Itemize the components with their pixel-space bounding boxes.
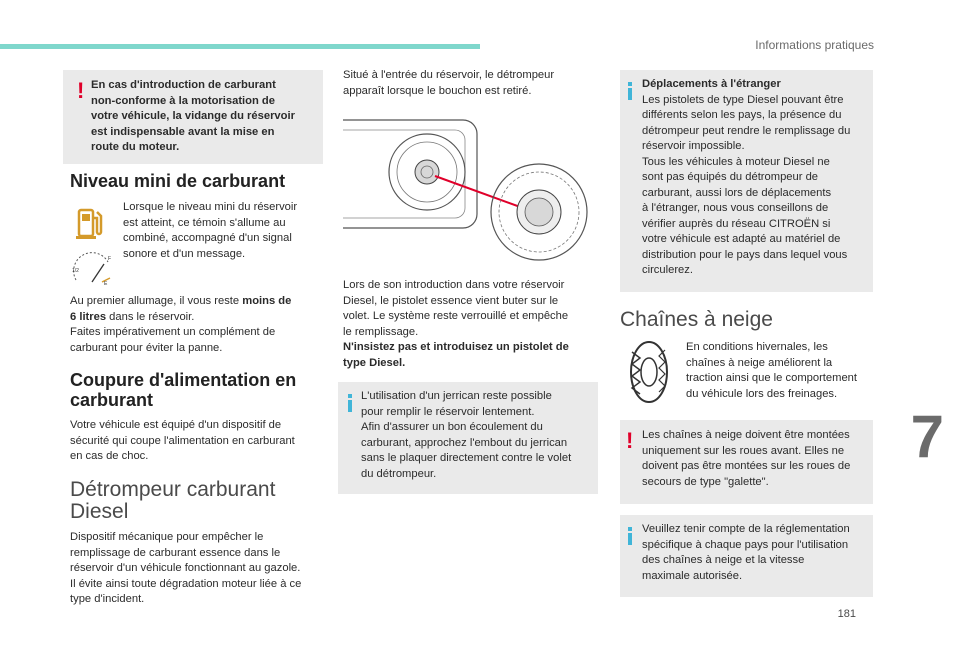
text-line: apparaît lorsque le bouchon est retiré. [343, 84, 532, 97]
coupure-paragraph [70, 418, 325, 465]
text-line: Afin d'assurer un bon écoulement du [361, 421, 543, 433]
text-span: Au premier allumage, il vous reste [70, 295, 243, 307]
text-line: carburant, aussi lors de déplacements [642, 186, 832, 199]
text-bold: 6 litres [70, 310, 107, 323]
text-line: des chaînes à neige et la vitesse [642, 554, 805, 566]
text-line: spécifique à chaque pays pour l'utilisation [642, 538, 849, 551]
text-line: pour remplir le réservoir lentement. [361, 405, 535, 418]
text-line [70, 310, 325, 326]
text-line: sécurité qui coupe l'alimentation en carburant [70, 434, 295, 447]
header-accent-bar [0, 44, 480, 49]
text-line: du détrompeur. [361, 467, 437, 480]
text-line: En cas d'introduction de carburant [91, 79, 276, 91]
text-line: En conditions hivernales, les [686, 341, 828, 353]
gauge-label-full: F [108, 256, 112, 262]
text-line: est atteint, ce témoin s'allume au [123, 216, 286, 229]
text-line: détrompeur peut rendre le remplissage du [642, 124, 851, 137]
info-box-text [642, 522, 865, 584]
middle-intro [343, 68, 593, 99]
fuel-pump-icon [74, 204, 106, 244]
niveau-paragraph [123, 200, 323, 262]
text-line: Lors de son introduction dans votre réservoir [343, 279, 565, 291]
section-title-coupure [70, 370, 296, 410]
text-line: vérifier auprès du réseau CITROËN si [642, 217, 831, 230]
text-span: dans le réservoir. [106, 310, 195, 323]
section-title-chaines: Chaînes à neige [620, 308, 773, 331]
title-line: Coupure d'alimentation en [70, 370, 297, 390]
info-box-title: Déplacements à l'étranger [642, 78, 781, 90]
info-icon [628, 527, 632, 543]
detrompeur-paragraph [70, 530, 330, 608]
section-title-niveau: Niveau mini de carburant [70, 171, 286, 191]
warning-box-chaines [620, 420, 873, 504]
info-box-etranger [620, 70, 873, 292]
text-line: carburant, approchez l'embout du jerrican [361, 436, 568, 449]
text-line: différents selon les pays, la présence du [642, 109, 842, 121]
info-box-jerrican [338, 382, 598, 494]
text-line: distribution pour le pays dans lequel vous [642, 248, 848, 261]
text-line: Veuillez tenir compte de la réglementation [642, 523, 850, 535]
text-line-bold: type Diesel. [343, 356, 406, 369]
middle-paragraph-2 [343, 278, 598, 371]
text-line: sans le plaquer directement contre le volet [361, 452, 572, 464]
text-line: du véhicule lors des freinages. [686, 387, 838, 400]
niveau-paragraph-2 [70, 294, 325, 356]
fuel-filler-diagram [343, 112, 593, 267]
text-line: à l'étranger, nous vous conseillons de [642, 202, 829, 214]
text-line: L'utilisation d'un jerrican reste possible [361, 390, 552, 402]
text-line: réservoir impossible. [642, 140, 745, 152]
title-line: carburant [70, 390, 154, 410]
text-line: Votre véhicule est équipé d'un dispositif de [70, 419, 282, 431]
gauge-label-empty: E [104, 281, 108, 286]
info-icon [348, 394, 352, 410]
text-line: circulerez. [642, 264, 693, 276]
text-line: Les chaînes à neige doivent être montées [642, 429, 850, 441]
text-line: Diesel, le pistolet essence vient buter sur le [343, 294, 559, 307]
text-line: remplissage de carburant essence dans le [70, 546, 281, 559]
text-line: votre véhicule est adapté au matériel de [642, 233, 841, 245]
text-line: combiné, accompagné d'un signal [123, 232, 292, 244]
text-line: Lorsque le niveau mini du réservoir [123, 201, 298, 213]
header-title: Informations pratiques [755, 38, 874, 52]
text-line: route du moteur. [91, 141, 180, 153]
text-line: chaînes à neige améliorent la [686, 356, 833, 369]
text-line: réservoir d'un véhicule fonctionnant au gazole. [70, 562, 301, 574]
info-box-text [642, 77, 865, 279]
info-box-reglementation [620, 515, 873, 597]
chapter-number: 7 [910, 403, 944, 470]
text-line: le remplissage. [343, 325, 419, 338]
info-icon [628, 82, 632, 98]
snow-chain-tire-icon [623, 340, 671, 404]
text-line: Les pistolets de type Diesel pouvant être [642, 93, 844, 106]
exclamation-icon: ! [77, 78, 85, 103]
text-line: volet. Le système reste verrouillé et empêche [343, 310, 569, 322]
warning-box-text [91, 78, 315, 156]
text-bold: moins de [242, 295, 292, 307]
text-line: Il évite ainsi toute dégradation moteur liée à ce [70, 577, 302, 590]
text-line: type d'incident. [70, 593, 145, 605]
title-line: Diesel [70, 500, 129, 523]
text-line: traction ainsi que le comportement [686, 372, 858, 384]
text-line: non-conforme à la motorisation de [91, 94, 275, 107]
text-line: sont pas équipés du détrompeur de [642, 171, 819, 183]
warning-box-text [642, 428, 865, 490]
gauge-label-half: 1/2 [72, 268, 79, 274]
text-line: sonore et d'un message. [123, 247, 246, 260]
text-line: est indispensable avant la mise en [91, 125, 275, 138]
info-box-text [361, 389, 590, 482]
text-line: secours de type "galette". [642, 475, 769, 488]
section-title-detrompeur [70, 479, 275, 523]
text-line: doivent pas être montées sur les roues de [642, 460, 851, 472]
text-line: Situé à l'entrée du réservoir, le détrompeur [343, 69, 555, 81]
text-line: votre véhicule, la vidange du réservoir [91, 110, 295, 122]
fuel-gauge-icon [70, 252, 114, 286]
title-line: Détrompeur carburant [70, 478, 276, 501]
text-line: carburant pour éviter la panne. [70, 341, 223, 354]
text-line: en cas de choc. [70, 450, 149, 462]
chaines-paragraph [686, 340, 876, 402]
text-line: maximale autorisée. [642, 569, 743, 582]
warning-box-fuel [63, 70, 323, 164]
text-line [70, 294, 325, 310]
text-line-bold: N'insistez pas et introduisez un pistolet de [343, 341, 569, 353]
text-line: Tous les véhicules à moteur Diesel ne [642, 155, 830, 168]
page-number: 181 [837, 608, 856, 620]
text-line: uniquement sur les roues avant. Elles ne [642, 444, 845, 457]
text-line: Faites impérativement un complément de [70, 326, 276, 338]
exclamation-icon: ! [626, 428, 634, 453]
text-line: Dispositif mécanique pour empêcher le [70, 531, 264, 543]
